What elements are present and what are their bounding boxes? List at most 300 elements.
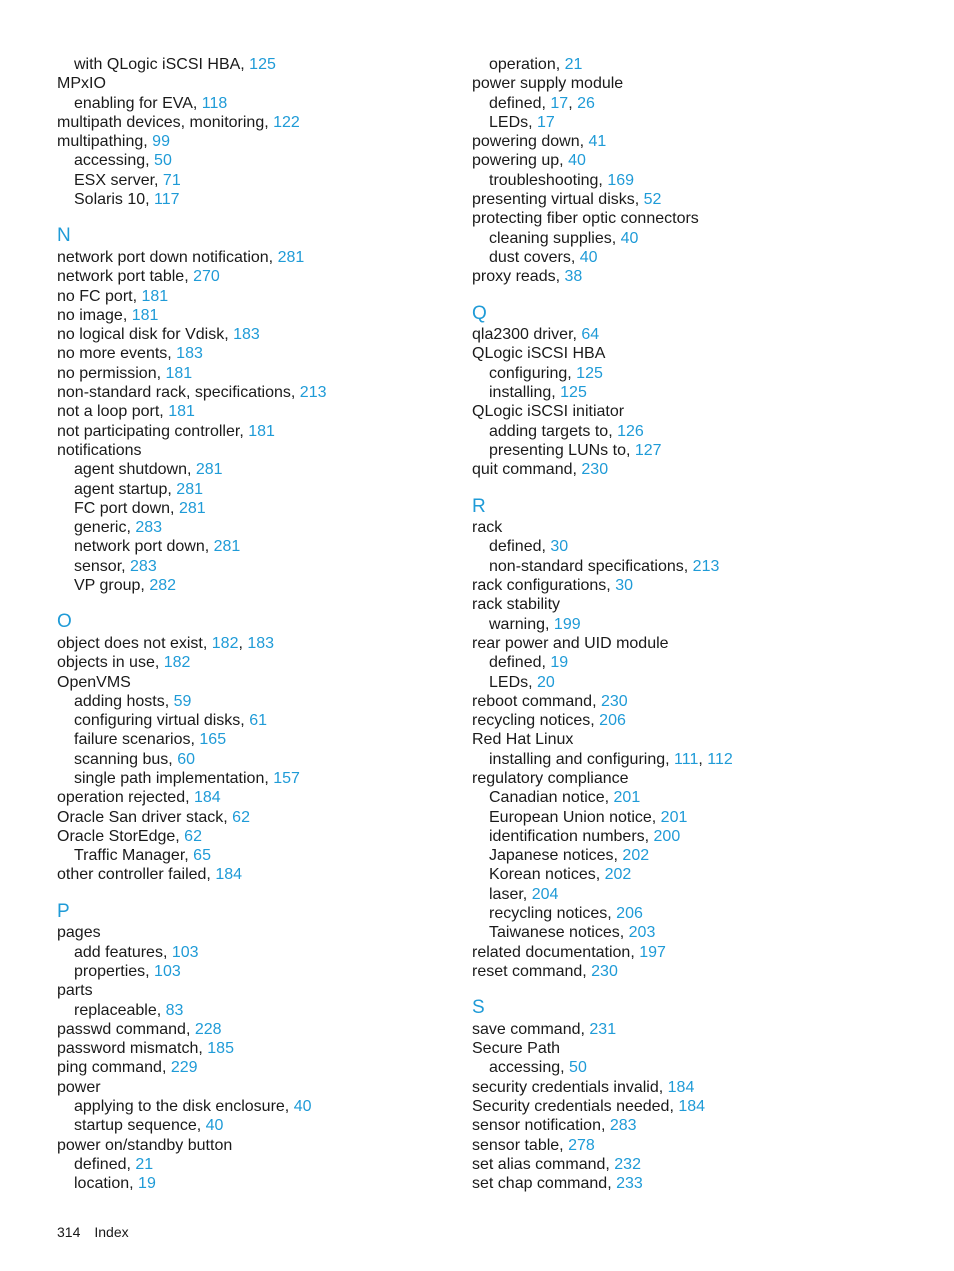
index-term: generic [74, 519, 127, 537]
index-subentry-vp-group: VP group, 282 [74, 577, 177, 595]
index-entry-red-hat-linux [472, 730, 892, 749]
index-term: no FC port [57, 287, 133, 305]
index-entry-quit-command: quit command, 230 [472, 461, 609, 479]
index-term: laser [489, 885, 523, 903]
page-link[interactable]: 26 [577, 94, 595, 112]
index-entry-reset-command: reset command, 230 [472, 962, 618, 980]
page-link[interactable]: 184 [667, 1078, 695, 1096]
index-entry-powering-down: powering down, 41 [472, 133, 607, 151]
page-link[interactable]: 71 [162, 171, 181, 189]
page-link[interactable]: 38 [564, 268, 583, 286]
page-link[interactable]: 103 [171, 943, 199, 961]
page-link[interactable]: 233 [616, 1175, 643, 1193]
index-term: reboot command [472, 692, 593, 710]
page-footer [57, 1222, 129, 1242]
index-term: QLogic iSCSI initiator [472, 403, 625, 421]
page-link[interactable]: 270 [193, 268, 220, 286]
index-term: ping command [57, 1059, 162, 1077]
index-entry-sensor-table: sensor table, 278 [472, 1136, 595, 1154]
index-entry-related-documentation: related documentation, 197 [472, 943, 666, 961]
page-link[interactable]: 201 [660, 808, 688, 826]
index-subentry-taiwanese-notices: Taiwanese notices, 203 [489, 924, 656, 942]
index-term: location [74, 1175, 130, 1193]
index-term: MPxIO [57, 75, 106, 93]
index-term: no permission [57, 364, 157, 382]
page-link[interactable]: 127 [634, 441, 662, 459]
page-link[interactable]: 281 [176, 480, 203, 498]
index-term: defined [489, 538, 542, 556]
page-link[interactable]: 181 [131, 306, 159, 324]
index-entry-qlogic-iscsi-hba [472, 344, 892, 363]
index-subentry-defined: defined, 21 [74, 1155, 154, 1173]
page-link[interactable]: 202 [622, 847, 650, 865]
index-entry-multipath-devices-monitoring: multipath devices, monitoring, 122 [57, 113, 300, 131]
index-entry-rack-stability [472, 595, 892, 614]
index-entry-power-supply-module [472, 74, 892, 93]
page-link[interactable]: 64 [581, 326, 600, 344]
index-term: network port down [74, 538, 205, 556]
index-term: identification numbers [489, 827, 645, 845]
index-subentry-cleaning-supplies: cleaning supplies, 40 [489, 229, 639, 247]
index-term: operation [489, 56, 556, 73]
index-term: set alias command [472, 1155, 606, 1173]
index-term: installing [489, 384, 552, 402]
page-link[interactable]: 122 [273, 113, 300, 131]
index-term: Solaris 10 [74, 191, 146, 209]
index-term: power on/standby button [57, 1136, 233, 1154]
page-link[interactable]: 118 [201, 94, 228, 112]
index-subentry-startup-sequence: startup sequence, 40 [74, 1117, 224, 1135]
index-entry-proxy-reads: proxy reads, 38 [472, 268, 583, 286]
page-link[interactable]: 125 [249, 56, 276, 73]
page-link[interactable]: 19 [138, 1175, 156, 1193]
index-term: non-standard specifications [489, 557, 684, 575]
index-subentry-defined: defined, 30 [489, 538, 569, 556]
page-link[interactable]: 184 [193, 789, 221, 807]
page-link[interactable]: 278 [568, 1136, 595, 1154]
index-term: recycling notices [489, 905, 608, 923]
page-link[interactable]: 199 [553, 615, 581, 633]
index-entry-parts [57, 981, 477, 1000]
index-entry-rear-power-and-uid-module [472, 634, 892, 653]
index-term: agent startup [74, 480, 168, 498]
section-letter-p: P [57, 900, 70, 922]
index-term: no more events [57, 345, 168, 363]
page-link[interactable]: 203 [628, 924, 656, 942]
page-link[interactable]: 197 [639, 943, 666, 961]
index-term: OpenVMS [57, 673, 131, 691]
page-link[interactable]: 183 [176, 345, 203, 363]
index-subentry-replaceable: replaceable, 83 [74, 1001, 184, 1019]
page-link[interactable]: 83 [165, 1001, 184, 1019]
index-entry-no-permission: no permission, 181 [57, 364, 193, 382]
section-letter-n: N [57, 225, 71, 247]
index-term: applying to the disk enclosure [74, 1098, 285, 1116]
index-entry-mpxio [57, 74, 477, 93]
index-subentry-defined: defined, 19 [489, 654, 569, 672]
index-entry-notifications [57, 441, 477, 460]
page-link[interactable]: 99 [152, 133, 170, 151]
index-term: notifications [57, 441, 142, 459]
page-link[interactable]: 282 [149, 577, 177, 595]
index-subentry-korean-notices: Korean notices, 202 [489, 866, 632, 884]
page-link[interactable]: 281 [195, 461, 223, 479]
index-term: pages [57, 924, 101, 942]
page-link[interactable]: 40 [579, 248, 598, 266]
page-link[interactable]: 62 [232, 808, 250, 826]
index-term: quit command [472, 461, 573, 479]
index-entry-no-more-events: no more events, 183 [57, 345, 203, 363]
page-link[interactable]: 204 [531, 885, 559, 903]
index-entry-rack [472, 518, 892, 537]
index-term: no image [57, 306, 123, 324]
index-term: multipath devices, monitoring [57, 113, 265, 131]
index-term: save command [472, 1020, 581, 1038]
page-link[interactable]: 117 [154, 191, 180, 209]
index-term: troubleshooting [489, 171, 599, 189]
index-term: adding hosts [74, 692, 165, 710]
index-term: power [57, 1078, 101, 1096]
index-term: power supply module [472, 75, 624, 93]
index-subentry-configuring-virtual-disks: configuring virtual disks, 61 [74, 712, 267, 730]
page-link[interactable]: 17 [550, 94, 569, 112]
index-term: qla2300 driver [472, 326, 573, 344]
index-subentry-enabling-for-eva: enabling for EVA, 118 [74, 94, 228, 112]
page-link[interactable]: 181 [248, 422, 275, 440]
page-link[interactable]: 230 [581, 461, 609, 479]
index-entry-set-alias-command: set alias command, 232 [472, 1155, 641, 1173]
page-link[interactable]: 281 [178, 499, 206, 517]
page-link[interactable]: 202 [604, 866, 632, 884]
page-link[interactable]: 165 [199, 731, 227, 749]
index-term: Oracle StorEdge [57, 827, 176, 845]
index-entry-no-image: no image, 181 [57, 306, 159, 324]
index-term: network port table [57, 268, 185, 286]
page-link[interactable]: 281 [213, 538, 241, 556]
index-term: proxy reads [472, 268, 556, 286]
index-term: parts [57, 982, 93, 1000]
page-link[interactable]: 181 [141, 287, 169, 305]
index-term: non-standard rack, specifications [57, 384, 291, 402]
index-entry-objects-in-use: objects in use, 182 [57, 654, 191, 672]
page-link[interactable]: 183 [233, 326, 260, 344]
index-entry-power [57, 1078, 477, 1097]
page-link[interactable]: 111 [674, 750, 699, 768]
index-term: Traffic Manager [74, 847, 185, 865]
page-link[interactable]: 183 [247, 634, 275, 652]
index-term: ESX server [74, 171, 155, 189]
page-link[interactable]: 182 [211, 634, 239, 652]
index-term: QLogic iSCSI HBA [472, 345, 606, 363]
page-link[interactable]: 52 [643, 191, 662, 209]
page-link[interactable]: 126 [617, 422, 644, 440]
index-term: configuring [489, 364, 568, 382]
index-term: other controller failed [57, 866, 207, 884]
index-entry-multipathing: multipathing, 99 [57, 133, 170, 151]
index-term: Oracle San driver stack [57, 808, 224, 826]
page-link[interactable]: 20 [537, 673, 555, 691]
index-term: Japanese notices [489, 847, 614, 865]
index-entry-qlogic-iscsi-initiator [472, 402, 892, 421]
index-term: sensor table [472, 1136, 560, 1154]
index-term: LEDs [489, 113, 529, 131]
page-link[interactable]: 181 [165, 364, 193, 382]
page-number: 314 [57, 1224, 81, 1240]
index-term: operation rejected [57, 789, 186, 807]
page-link[interactable]: 283 [130, 557, 157, 575]
index-subentry-installing-and-configuring: installing and configuring, 111, 112 [489, 750, 733, 768]
index-subentry-failure-scenarios: failure scenarios, 165 [74, 731, 227, 749]
index-term: recycling notices [472, 712, 591, 730]
index-entry-security-credentials-invalid: security credentials invalid, 184 [472, 1078, 695, 1096]
index-term: failure scenarios [74, 731, 191, 749]
index-subentry-accessing: accessing, 50 [74, 152, 172, 170]
index-entry-reboot-command: reboot command, 230 [472, 692, 628, 710]
page-link[interactable]: 213 [692, 557, 720, 575]
index-subentry-adding-hosts: adding hosts, 59 [74, 692, 192, 710]
index-term: rack stability [472, 596, 561, 614]
index-subentry-non-standard-specifications: non-standard specifications, 213 [489, 557, 720, 575]
index-term: warning [489, 615, 546, 633]
page-link[interactable]: 61 [249, 712, 267, 730]
index-entry-save-command: save command, 231 [472, 1020, 617, 1038]
index-column-left [57, 55, 477, 1194]
index-subentry-solaris-10: Solaris 10, 117 [74, 191, 180, 209]
index-term: rack configurations [472, 577, 607, 595]
index-entry-passwd-command: passwd command, 228 [57, 1020, 222, 1038]
page-link[interactable]: 21 [564, 56, 583, 73]
index-subentry-laser: laser, 204 [489, 885, 559, 903]
index-entry-powering-up: powering up, 40 [472, 152, 586, 170]
index-subentry-agent-shutdown: agent shutdown, 281 [74, 461, 223, 479]
index-term: set chap command [472, 1175, 608, 1193]
index-term: rack [472, 519, 503, 537]
index-term: not a loop port [57, 403, 160, 421]
index-term: no logical disk for Vdisk [57, 326, 225, 344]
index-entry-not-a-loop-port: not a loop port, 181 [57, 403, 195, 421]
index-subentry-installing: installing, 125 [489, 384, 587, 402]
index-subentry-defined: defined, 17, 26 [489, 94, 595, 112]
page-link[interactable]: 21 [135, 1155, 154, 1173]
page-link[interactable]: 40 [205, 1117, 224, 1135]
index-term: accessing [489, 1059, 561, 1077]
index-entry-recycling-notices: recycling notices, 206 [472, 712, 626, 730]
index-entry-network-port-down-notification: network port down notification, 281 [57, 248, 305, 266]
index-term: network port down notification [57, 248, 269, 266]
page-link[interactable]: 50 [154, 152, 172, 170]
page-link[interactable]: 230 [591, 962, 618, 980]
index-subentry-fc-port-down: FC port down, 281 [74, 499, 206, 517]
page-link[interactable]: 30 [615, 577, 633, 595]
index-term: with QLogic iSCSI HBA [74, 56, 241, 73]
index-entry-no-fc-port: no FC port, 181 [57, 287, 169, 305]
index-term: VP group [74, 577, 141, 595]
page-link[interactable]: 206 [599, 712, 626, 730]
page-link[interactable]: 181 [168, 403, 195, 421]
page-link[interactable]: 40 [293, 1098, 312, 1116]
index-subentry-traffic-manager: Traffic Manager, 65 [74, 847, 211, 865]
index-subentry-european-union-notice: European Union notice, 201 [489, 808, 688, 826]
index-term: passwd command [57, 1020, 186, 1038]
index-subentry-presenting-luns-to: presenting LUNs to, 127 [489, 441, 662, 459]
index-term: Security credentials needed [472, 1098, 670, 1116]
index-term: protecting fiber optic connectors [472, 210, 699, 228]
index-entry-password-mismatch: password mismatch, 185 [57, 1040, 234, 1058]
page-link[interactable]: 201 [613, 789, 641, 807]
index-subentry-warning: warning, 199 [489, 615, 581, 633]
index-term: replaceable [74, 1001, 157, 1019]
index-term: defined [489, 654, 542, 672]
index-entry-sensor-notification: sensor notification, 283 [472, 1117, 637, 1135]
index-term: presenting virtual disks [472, 191, 635, 209]
index-term: sensor [74, 557, 122, 575]
index-entry-ping-command: ping command, 229 [57, 1059, 198, 1077]
page-link[interactable]: 157 [273, 769, 300, 787]
page-link[interactable]: 230 [600, 692, 628, 710]
page-link[interactable]: 112 [707, 750, 733, 768]
index-entry-protecting-fiber-optic-connectors [472, 209, 892, 228]
index-term: defined [74, 1155, 127, 1173]
page-link[interactable]: 19 [550, 654, 569, 672]
index-entry-other-controller-failed: other controller failed, 184 [57, 866, 243, 884]
page-link[interactable]: 125 [560, 384, 587, 402]
index-subentry-agent-startup: agent startup, 281 [74, 480, 203, 498]
index-term: reset command [472, 962, 583, 980]
page-link[interactable]: 184 [215, 866, 243, 884]
section-letter-o: O [57, 611, 72, 633]
index-subentry-add-features: add features, 103 [74, 943, 199, 961]
index-subentry-with-qlogic-iscsi-hba: with QLogic iSCSI HBA, 125 [74, 56, 276, 73]
page-link[interactable]: 283 [135, 519, 163, 537]
index-term: regulatory compliance [472, 769, 629, 787]
page-link[interactable]: 283 [609, 1117, 637, 1135]
index-subentry-leds: LEDs, 20 [489, 673, 555, 691]
index-entry-operation-rejected: operation rejected, 184 [57, 789, 221, 807]
page-link[interactable]: 60 [177, 750, 195, 768]
index-term: multipathing [57, 133, 144, 151]
index-term: Taiwanese notices [489, 924, 620, 942]
page-link[interactable]: 41 [588, 133, 607, 151]
index-term: installing and configuring [489, 750, 666, 768]
page-link[interactable]: 65 [193, 847, 211, 865]
index-term: Secure Path [472, 1040, 561, 1058]
index-entry-secure-path [472, 1039, 892, 1058]
index-entry-qla2300-driver: qla2300 driver, 64 [472, 326, 600, 344]
page-link[interactable]: 184 [678, 1098, 706, 1116]
index-subentry-identification-numbers: identification numbers, 200 [489, 827, 681, 845]
index-entry-openvms [57, 673, 477, 692]
page-link[interactable]: 125 [576, 364, 603, 382]
index-term: defined [489, 94, 542, 112]
index-term: sensor notification [472, 1117, 601, 1135]
index-entry-pages [57, 923, 477, 942]
section-letter-s: S [472, 997, 485, 1019]
index-term: Korean notices [489, 866, 596, 884]
page-link[interactable]: 213 [299, 384, 327, 402]
index-subentry-location: location, 19 [74, 1175, 156, 1193]
index-subentry-leds: LEDs, 17 [489, 113, 555, 131]
index-entry-security-credentials-needed: Security credentials needed, 184 [472, 1098, 706, 1116]
index-entry-presenting-virtual-disks: presenting virtual disks, 52 [472, 191, 662, 209]
page-link[interactable]: 228 [194, 1020, 222, 1038]
index-term: FC port down [74, 499, 171, 517]
index-subentry-operation: operation, 21 [489, 56, 583, 73]
page-link[interactable]: 200 [653, 827, 681, 845]
index-term: scanning bus [74, 750, 169, 768]
page-link[interactable]: 30 [550, 538, 569, 556]
index-term: accessing [74, 152, 146, 170]
index-term: powering up [472, 152, 560, 170]
index-term: European Union notice [489, 808, 652, 826]
index-term: powering down [472, 133, 580, 151]
page-link[interactable]: 59 [173, 692, 192, 710]
index-entry-rack-configurations: rack configurations, 30 [472, 577, 633, 595]
index-subentry-single-path-implementation: single path implementation, 157 [74, 769, 300, 787]
index-term: related documentation [472, 943, 631, 961]
index-subentry-recycling-notices: recycling notices, 206 [489, 905, 643, 923]
page-link[interactable]: 281 [277, 248, 305, 266]
page-link[interactable]: 232 [614, 1155, 641, 1173]
index-entry-object-does-not-exist: object does not exist, 182, 183 [57, 634, 275, 652]
index-subentry-sensor: sensor, 283 [74, 557, 157, 575]
index-term: configuring virtual disks [74, 712, 241, 730]
index-entry-regulatory-compliance [472, 769, 892, 788]
index-subentry-network-port-down: network port down, 281 [74, 538, 241, 556]
index-column-right [472, 55, 892, 1194]
index-subentry-esx-server: ESX server, 71 [74, 171, 181, 189]
page-link[interactable]: 185 [207, 1040, 234, 1058]
page-link[interactable]: 62 [184, 827, 202, 845]
page-link[interactable]: 50 [569, 1059, 587, 1077]
page-link[interactable]: 103 [154, 962, 181, 980]
page-link[interactable]: 229 [170, 1059, 198, 1077]
index-subentry-generic: generic, 283 [74, 519, 163, 537]
index-entry-set-chap-command: set chap command, 233 [472, 1175, 643, 1193]
index-entry-no-logical-disk-for-vdisk: no logical disk for Vdisk, 183 [57, 326, 260, 344]
index-subentry-properties: properties, 103 [74, 962, 181, 980]
index-term: add features [74, 943, 163, 961]
index-term: rear power and UID module [472, 634, 669, 652]
index-term: LEDs [489, 673, 529, 691]
index-term: enabling for EVA [74, 94, 193, 112]
index-subentry-dust-covers: dust covers, 40 [489, 248, 598, 266]
index-subentry-accessing: accessing, 50 [489, 1059, 587, 1077]
index-term: agent shutdown [74, 461, 187, 479]
index-entry-non-standard-rack-specifications: non-standard rack, specifications, 213 [57, 384, 327, 402]
page-link[interactable]: 17 [537, 113, 555, 131]
index-term: objects in use [57, 654, 155, 672]
page-link[interactable]: 169 [607, 171, 635, 189]
footer-section: Index [94, 1224, 129, 1240]
index-term: properties [74, 962, 146, 980]
index-entry-not-participating-controller: not participating controller, 181 [57, 422, 275, 440]
index-term: adding targets to [489, 422, 609, 440]
index-term: Canadian notice [489, 789, 605, 807]
section-letter-q: Q [472, 302, 487, 324]
index-term: object does not exist [57, 634, 203, 652]
index-subentry-japanese-notices: Japanese notices, 202 [489, 847, 650, 865]
page-link[interactable]: 231 [589, 1020, 617, 1038]
index-term: password mismatch [57, 1040, 199, 1058]
page-link[interactable]: 40 [620, 229, 639, 247]
index-entry-power-on-standby-button [57, 1136, 477, 1155]
index-subentry-adding-targets-to: adding targets to, 126 [489, 422, 644, 440]
index-subentry-troubleshooting: troubleshooting, 169 [489, 171, 635, 189]
index-entry-oracle-storedge: Oracle StorEdge, 62 [57, 827, 202, 845]
page-link[interactable]: 206 [616, 905, 643, 923]
page-link[interactable]: 182 [163, 654, 191, 672]
page-link[interactable]: 40 [568, 152, 586, 170]
